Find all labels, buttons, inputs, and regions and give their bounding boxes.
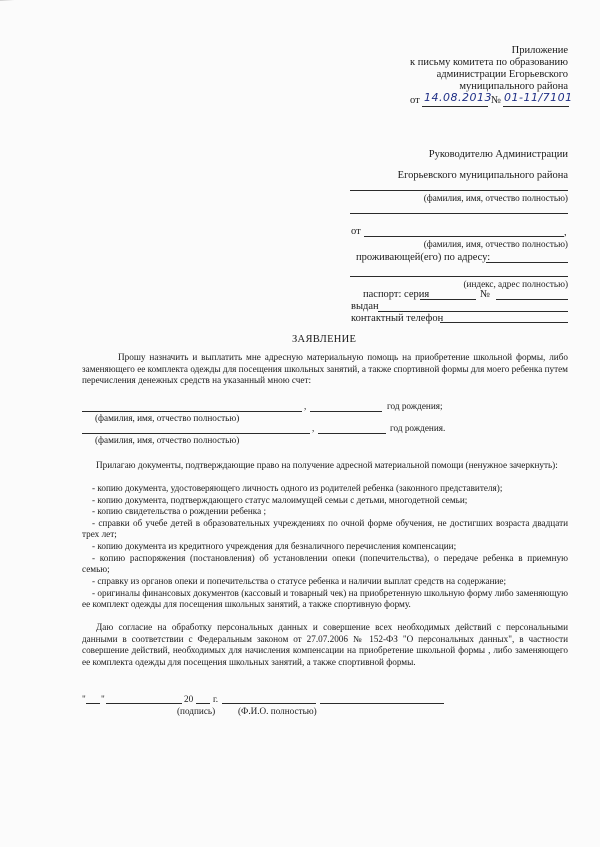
day-line [86,703,100,704]
fio-line-2 [350,213,568,214]
phone-line [440,322,568,323]
header-line-1: Приложение [511,45,568,56]
residing-label: проживающей(его) по адресу: [356,252,491,263]
from-line [364,236,564,237]
fio-hint-2: (фамилия, имя, отчество полностью) [423,239,568,249]
passport-no-label: № [480,289,491,300]
attachment-item-2: - копию документа, подтверждающего статус малоимущей семьи с детьми, многодетной семьи; [92,494,468,505]
number-line [503,106,569,107]
from-label: от [351,226,361,237]
sign-year-suffix: г. [213,694,219,704]
fio-signature-line [320,703,444,704]
paper-edge [0,0,80,9]
signature-hint: (подпись) [177,706,216,716]
request-paragraph: Прошу назначить и выплатить мне адресную материальную помощь на приобретение школьной формы, либо заменяющего ее комплекта одежды для посещения школьных занятий, а также спортивной формы для моего ребенка путем перечисления денежных средств на указанный мною счет: [82,352,568,386]
passport-label: паспорт: серия [363,289,430,300]
header-line-4: муниципального района [459,81,568,92]
child2-comma: , [312,423,315,433]
month-line [106,703,182,704]
attachment-item-7: - справку из органов опеки и попечительства о статусе ребенка и наличии выплат средств на содержание; [92,576,507,586]
attachment-item-6: - копию распоряжения (постановления) об установлении опеки (попечительства), о передаче ребенка в приемную семью; [82,552,568,575]
child2-name-line [82,433,310,434]
address-line-2 [350,276,568,277]
handwritten-number: 01-11/7101 [504,91,573,104]
child2-hint: (фамилия, имя, отчество полностью) [95,435,240,445]
attachment-item-3: - копию свидетельства о рождении ребенка ; [92,506,267,516]
sign-quote-open: " [82,694,86,704]
child1-year-label: год рождения; [387,401,443,411]
child1-hint: (фамилия, имя, отчество полностью) [95,413,240,423]
from-comma: , [564,227,567,238]
fio-line [350,190,568,191]
attachment-item-4: - справки об учебе детей в образовательных учреждениях по очной форме обучения, не достигших возраста двадцати трех лет; [82,517,568,540]
attachment-item-5: - копию документа из кредитного учреждения для безналичного перечисления компенсации; [92,541,457,551]
header-ot: от [410,95,420,106]
passport-number-line [496,299,568,300]
child2-year-label: год рождения. [390,423,446,433]
attachments-intro: Прилагаю документы, подтверждающие право на получение адресной материальной помощи (ненужное зачеркнуть): [96,460,558,470]
issued-line [378,311,568,312]
attachment-item-1: - копию документа, удостоверяющего личность одного из родителей ребенка (законного представителя); [92,483,503,493]
fio-signature-hint: (Ф.И.О. полностью) [238,706,317,716]
addressee-line-2: Егорьевского муниципального района [397,170,568,181]
child1-comma: , [304,401,307,411]
child1-name-line [82,411,302,412]
signature-line [222,703,316,704]
child1-year-line [310,411,382,412]
passport-series-line [420,299,476,300]
sign-year-prefix: 20 [184,694,194,704]
attachment-item-8: - оригиналы финансовых документов (кассовый и товарный чек) на приобретенную школьную форму либо заменяющую ее комплект одежды для посещения школьных занятий, а также спортивную форму. [82,587,568,610]
child2-year-line [318,433,386,434]
phone-label: контактный телефон [351,313,444,324]
date-line [422,106,488,107]
page-title: ЗАЯВЛЕНИЕ [292,334,357,345]
handwritten-date: 14.08.2013 [424,91,492,104]
year-line [196,703,210,704]
address-hint: (индекс, адрес полностью) [463,279,568,289]
header-num: № [491,95,502,106]
address-line-1 [486,262,568,263]
sign-quote-close: " [101,694,105,704]
fio-hint: (фамилия, имя, отчество полностью) [423,193,568,203]
issued-label: выдан [351,301,379,312]
consent-paragraph: Даю согласие на обработку персональных данных и совершение всех необходимых действий с персональными данными в соответствии с Федеральным законом от 27.07.2006 № 152-ФЗ "О персональных данных", в частности совершение действий, необходимых для начисления компенсации на приобретение школьной формы , либо заменяющего ее комплекта одежды для посещения школьных занятий, а также спортивной формы. [82,622,568,667]
addressee-line-1: Руководителю Администрации [428,149,568,160]
header-line-3: администрации Егорьевского [436,69,568,80]
header-line-2: к письму комитета по образованию [410,57,568,68]
